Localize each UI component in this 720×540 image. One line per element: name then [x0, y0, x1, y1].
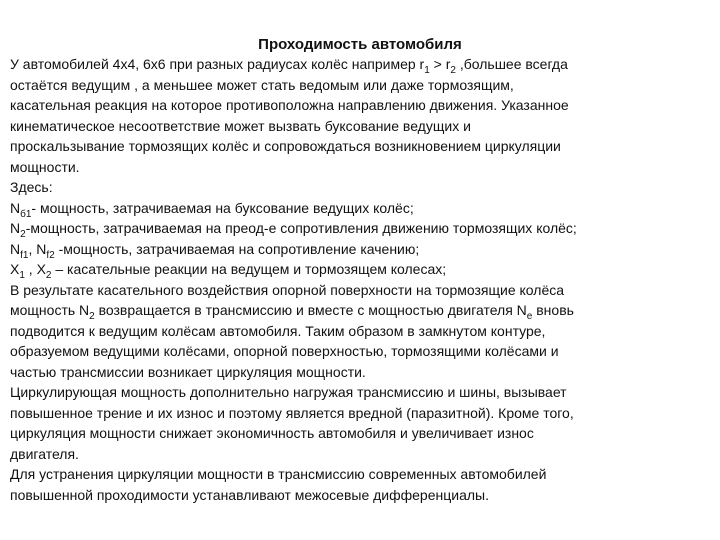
- text-segment: В результате касательного воздействия опорной поверхности на тормозящие колёса: [10, 281, 565, 298]
- subscript: f2: [46, 249, 55, 261]
- text-line: [10, 157, 714, 178]
- text-segment: ,большее всегда: [455, 56, 568, 72]
- subscript: 2: [89, 310, 95, 322]
- text-line: [10, 54, 714, 75]
- page-title: Проходимость автомобиля: [258, 36, 462, 53]
- text-segment: X: [10, 261, 20, 277]
- text-line: [10, 382, 714, 403]
- text-segment: остаётся ведущим , а меньшее может стать ведомым или даже тормозящим,: [10, 76, 514, 93]
- text-segment: N: [10, 199, 21, 216]
- text-segment: N: [10, 220, 21, 236]
- text-line: [10, 341, 714, 362]
- text-line: [10, 198, 714, 219]
- text-segment: - мощность, затрачиваемая на буксование ведущих колёс;: [31, 199, 414, 216]
- text-segment: циркуляция мощности снижает экономичность автомобиля и увеличивает износ: [10, 425, 534, 441]
- text-segment: касательная реакция на которое противоположна направлению движения. Указанное: [10, 97, 569, 113]
- subscript: 2: [20, 228, 26, 240]
- text-segment: проскальзывание тормозящих колёс и сопровождаться возникновением циркуляции: [10, 138, 561, 154]
- text-segment: кинематическое несоответствие может вызвать буксование ведущих и: [10, 117, 471, 134]
- text-segment: -мощность, затрачиваемая на сопротивление качению;: [54, 240, 420, 257]
- text-segment: Для устранения циркуляции мощности в трансмиссию современных автомобилей: [10, 466, 547, 482]
- text-line: [10, 259, 714, 280]
- text-segment: двигателя.: [10, 445, 79, 462]
- text-line: [10, 485, 714, 506]
- text-line: [10, 403, 714, 424]
- text-line: [10, 423, 714, 444]
- text-line: [10, 444, 714, 465]
- text-segment: -мощность, затрачиваемая на преод-е сопротивления движению тормозящих колёс;: [25, 220, 577, 236]
- text-segment: повышенное трение и их износ и поэтому является вредной (паразитной). Кроме того,: [10, 404, 574, 421]
- text-segment: вновь: [532, 302, 574, 318]
- text-segment: , N: [28, 240, 47, 257]
- subscript: 2: [450, 64, 456, 76]
- text-segment: N: [10, 240, 21, 257]
- text-segment: возвращается в трансмиссию и вместе с мощностью двигателя N: [94, 302, 527, 318]
- text-line: [10, 177, 714, 198]
- text-line: [10, 280, 714, 301]
- text-line: [10, 300, 714, 321]
- text-segment: повышенной проходимости устанавливают межосевые дифференциалы.: [10, 486, 489, 503]
- text-line: [10, 75, 714, 96]
- subscript: e: [526, 310, 533, 322]
- text-line: [10, 218, 714, 239]
- text-line: [10, 116, 714, 137]
- text-line: [10, 95, 714, 116]
- text-segment: частью трансмиссии возникает циркуляция мощности.: [10, 363, 366, 380]
- text-segment: У автомобилей 4х4, 6х6 при разных радиусах колёс например r: [10, 56, 425, 72]
- text-segment: Здесь:: [10, 179, 53, 195]
- text-segment: Циркулирующая мощность дополнительно нагружая трансмиссию и шины, вызывает: [10, 384, 567, 400]
- subscript: 2: [45, 269, 52, 281]
- text-segment: мощность N: [10, 302, 90, 318]
- text-segment: > r: [429, 56, 451, 72]
- text-line: [10, 321, 714, 342]
- subscript: 1: [19, 269, 25, 281]
- text-segment: – касательные реакции на ведущем и тормозящем колесах;: [51, 261, 447, 277]
- text-line: [10, 464, 714, 485]
- text-line: [10, 136, 714, 157]
- text-segment: мощности.: [10, 158, 80, 175]
- text-segment: , X: [24, 261, 46, 277]
- subscript: б1: [20, 208, 32, 220]
- subscript: f1: [20, 249, 29, 261]
- text-segment: подводится к ведущим колёсам автомобиля. Таким образом в замкнутом контуре,: [10, 322, 546, 339]
- body-text: [10, 54, 714, 505]
- subscript: 1: [424, 64, 430, 76]
- text-segment: образуемом ведущими колёсами, опорной поверхностью, тормозящими колёсами и: [10, 343, 559, 359]
- text-line: [10, 239, 714, 260]
- text-line: [10, 362, 714, 383]
